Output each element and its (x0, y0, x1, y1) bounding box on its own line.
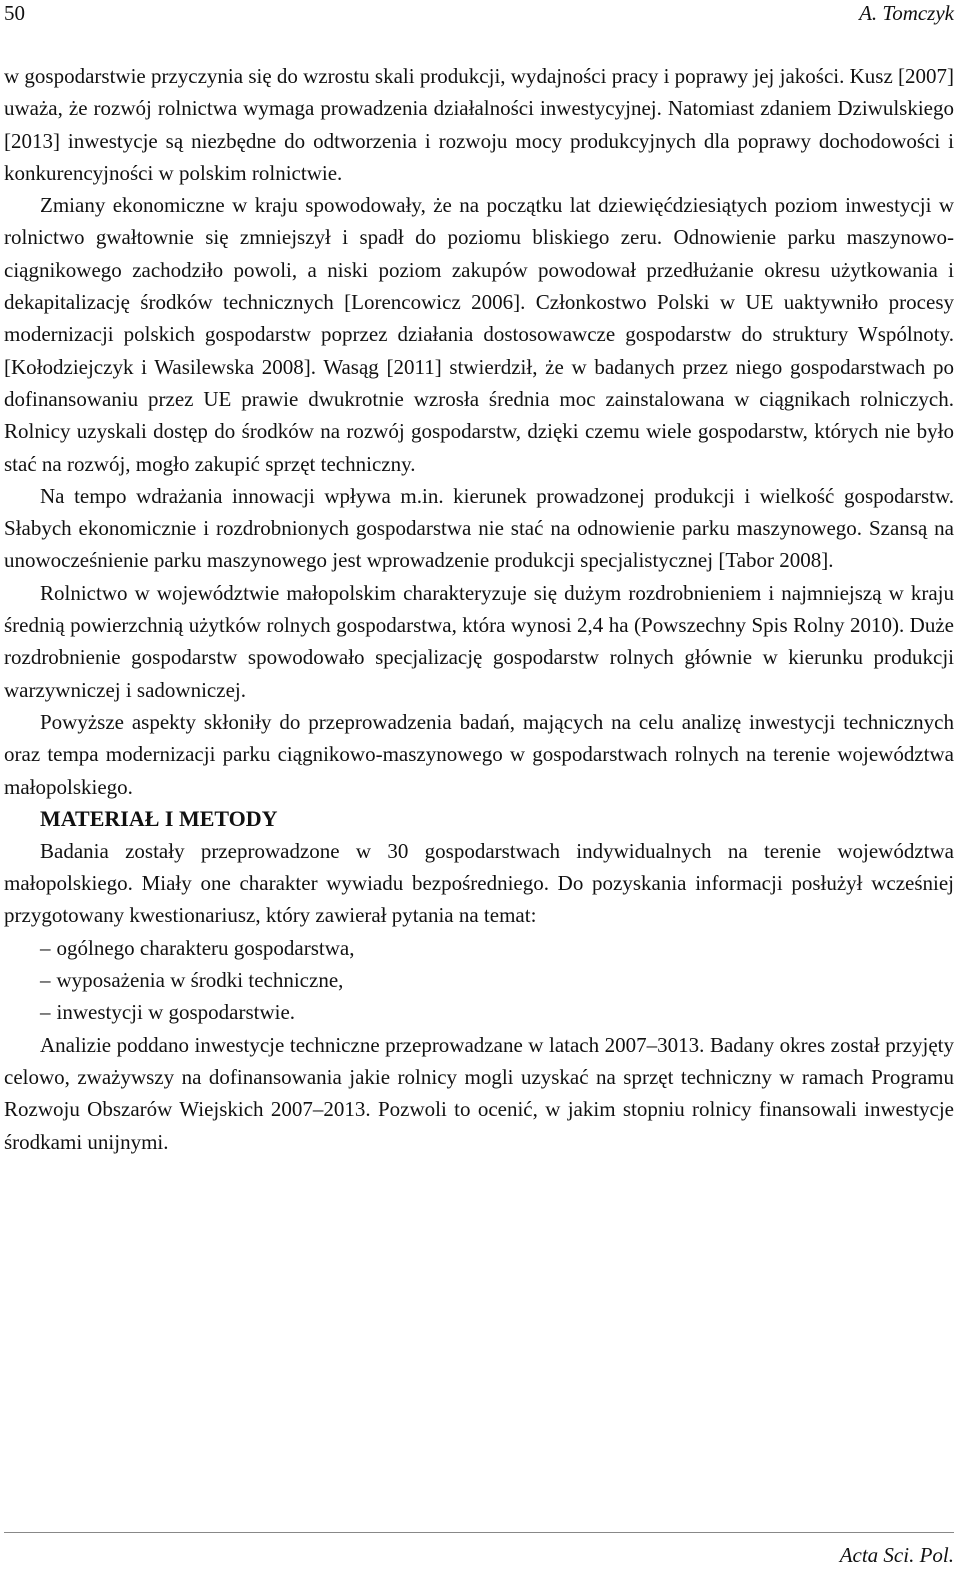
paragraph-continuation: w gospodarstwie przyczynia się do wzrostu skali produkcji, wydajności pracy i poprawy jej jakości. Kusz [2007] uważa, że rozwój rolnictwa wymaga prowadzenia działalności inwestycyjnej. Natomiast zdaniem Dziwulskiego [2013] inwestycje są niezbędne do odtworzenia i rozwoju mocy produkcyjnych dla poprawy dochodowości i konkurencyjności w polskim rolnictwie. (4, 64, 955, 185)
paragraph-innovation-pace: Na tempo wdrażania innowacji wpływa m.in. kierunek prowadzonej produkcji i wielkość gospodarstw. Słabych ekonomicznie i rozdrobnionych gospodarstwa nie stać na odnowienie parku maszynowego. Szansą na unowocześnienie parku maszynowego jest wprowadzenie produkcji specjalistycznej [Tabor 2008]. (4, 483, 954, 573)
page-number: 50 (4, 1, 25, 25)
article-body (4, 60, 954, 1158)
paragraph-research-aim: Powyższe aspekty skłoniły do przeprowadzenia badań, mających na celu analizę inwestycji technicznych oraz tempa modernizacji parku ciągnikowo-maszynowego w gospodarstwach rolnych na terenie województwa małopolskiego. (4, 709, 954, 799)
page-header (4, 0, 954, 30)
list-item (40, 964, 954, 996)
list-item-text: wyposażenia w środki techniczne, (56, 968, 344, 993)
dash-marker: – (40, 1000, 51, 1025)
questionnaire-topics-list (4, 932, 954, 1029)
dash-marker: – (40, 968, 51, 993)
paragraph-economic-changes: Zmiany ekonomiczne w kraju spowodowały, że na początku lat dziewięćdziesiątych poziom inwestycji w rolnictwo gwałtownie się zmniejszył i spadł do poziomu bliskiego zeru. Odnowienie parku maszynowo-ciągnikowego zachodziło powoli, a niski poziom zakupów powodował przedłużanie okresu użytkowania i dekapitalizację środków technicznych [Lorencowicz 2006]. Członkostwo Polski w UE uaktywniło procesy modernizacji polskich gospodarstw poprzez działania dostosowawcze gospodarstw do struktury Wspólnoty. [Kołodziejczyk i Wasilewska 2008]. Wasąg [2011] stwierdził, że w badanych przez niego gospodarstwach po dofinansowaniu przez UE prawie dwukrotnie wzrosła średnia moc zainstalowana w ciągnikach rolniczych. Rolnicy uzyskali dostęp do środków na rozwój gospodarstw, dzięki czemu wiele gospodarstw, których nie było stać na rozwój, mogło zakupić sprzęt techniczny. (4, 193, 954, 476)
footer-journal-name: Acta Sci. Pol. (839, 1543, 954, 1567)
list-item-text: inwestycji w gospodarstwie. (56, 1000, 296, 1025)
paragraph-malopolska-agriculture: Rolnictwo w województwie małopolskim charakteryzuje się dużym rozdrobnieniem i najmniejszą w kraju średnią powierzchnią użytków rolnych gospodarstwa, która wynosi 2,4 ha (Powszechny Spis Rolny 2010). Duże rozdrobnienie gospodarstw spowodowało specjalizację gospodarstw rolnych głównie w kierunku produkcji warzywniczej i sadowniczej. (4, 580, 954, 702)
running-head-author: A. Tomczyk (859, 1, 954, 25)
dash-marker: – (40, 935, 51, 960)
list-item-text: ogólnego charakteru gospodarstwa, (56, 935, 355, 960)
paragraph-methods-closing: Analizie poddano inwestycje techniczne przeprowadzane w latach 2007–3013. Badany okres został przyjęty celowo, zważywszy na dofinansowania jakie rolnicy mogli uzyskać na sprzęt techniczny w ramach Programu Rozwoju Obszarów Wiejskich 2007–2013. Pozwoli to ocenić, w jakim stopniu rolnicy finansowali inwestycje środkami unijnymi. (4, 1032, 954, 1154)
footer-divider (4, 1532, 954, 1533)
list-item (40, 932, 954, 964)
list-item (40, 996, 954, 1028)
paragraph-methods-intro: Badania zostały przeprowadzone w 30 gospodarstwach indywidualnych na terenie województwa małopolskiego. Miały one charakter wywiadu bezpośredniego. Do pozyskania informacji posłużył wcześniej przygotowany kwestionariusz, który zawierał pytania na temat: (4, 838, 954, 928)
section-heading-methods: MATERIAŁ I METODY (40, 805, 278, 831)
